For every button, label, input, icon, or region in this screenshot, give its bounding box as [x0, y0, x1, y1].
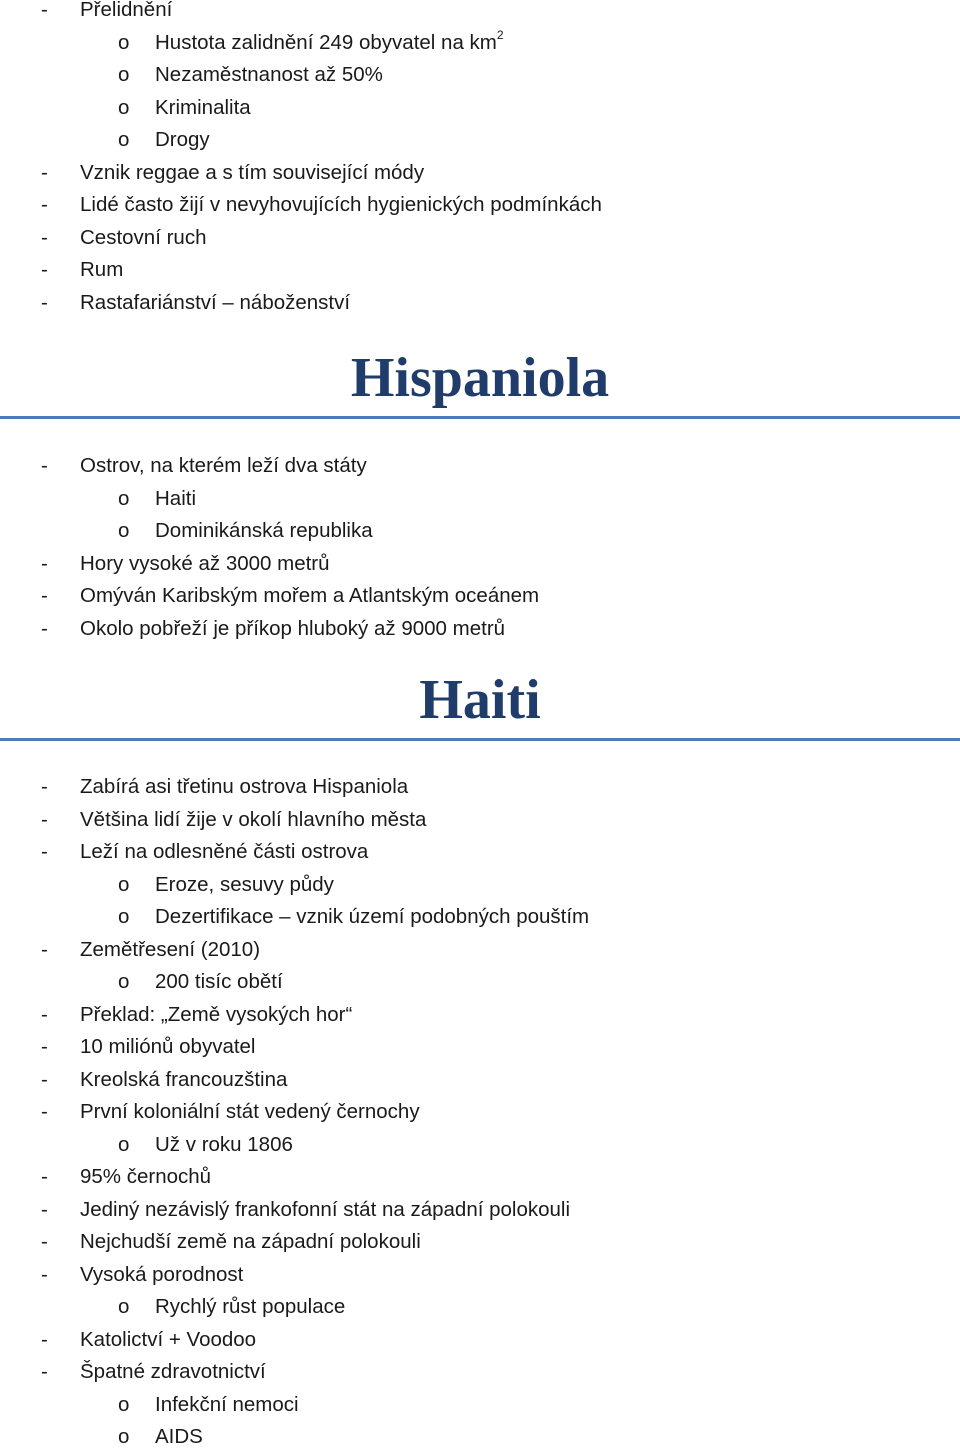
list-item-label: Drogy [155, 128, 210, 151]
dash-bullet-marker: - [41, 1262, 48, 1286]
circle-bullet-marker: o [118, 970, 130, 993]
dash-bullet-marker: - [41, 454, 48, 477]
list-item [0, 1031, 960, 1064]
circle-bullet-marker: o [118, 30, 130, 54]
list-item [0, 804, 960, 837]
heading-rule [0, 416, 960, 419]
section-haiti-list [0, 771, 960, 1454]
list-item [0, 836, 960, 869]
list-item-label: Infekční nemoci [155, 1392, 299, 1416]
sub-list-item [0, 869, 960, 902]
list-item-text [80, 548, 330, 581]
list-item-text [80, 1194, 570, 1227]
dash-bullet-marker: - [41, 775, 48, 798]
bullet-list [0, 771, 960, 1454]
list-item-label: Většina lidí žije v okolí hlavního města [80, 807, 427, 831]
list-item-text [80, 1064, 287, 1097]
dash-bullet-marker: - [41, 840, 48, 863]
list-item-text [80, 771, 408, 804]
sub-list-item [0, 59, 960, 92]
list-item-text [80, 450, 367, 483]
heading-rule [0, 738, 960, 741]
list-item-text [155, 515, 373, 548]
list-item-text [155, 1389, 299, 1422]
dash-bullet-marker: - [41, 1327, 48, 1351]
circle-bullet-marker: o [118, 486, 130, 510]
list-item [0, 1096, 960, 1129]
list-item-label: Omýván Karibským mořem a Atlantským oceánem [80, 584, 540, 607]
dash-bullet-marker: - [41, 1165, 48, 1188]
list-item-text [80, 1259, 243, 1292]
list-item-label: Haiti [155, 486, 197, 510]
dash-bullet-marker: - [41, 1360, 48, 1383]
circle-bullet-marker: o [118, 872, 130, 896]
list-item-label: AIDS [155, 1425, 203, 1448]
dash-bullet-marker: - [41, 1197, 48, 1221]
circle-bullet-marker: o [118, 519, 130, 542]
list-item [0, 613, 960, 646]
list-item-label: Překlad: „Země vysokých hor“ [80, 1002, 353, 1026]
list-item-text [80, 934, 260, 967]
dash-bullet-marker: - [41, 258, 48, 281]
list-item [0, 999, 960, 1032]
list-item-label: Eroze, sesuvy půdy [155, 872, 334, 896]
list-item-label: Cestovní ruch [80, 225, 207, 249]
circle-bullet-marker: o [118, 1392, 130, 1416]
list-item-label: Hory vysoké až 3000 metrů [80, 551, 330, 575]
list-item-label: Už v roku 1806 [155, 1132, 293, 1156]
sub-list-item [0, 124, 960, 157]
list-item-text [80, 613, 505, 646]
list-item [0, 1356, 960, 1389]
list-item-text [80, 580, 539, 613]
list-item-label: Špatné zdravotnictví [80, 1360, 266, 1383]
dash-bullet-marker: - [41, 616, 48, 640]
list-item-label: Rychlý růst populace [155, 1295, 346, 1318]
list-item [0, 548, 960, 581]
sub-list-item [0, 1389, 960, 1422]
list-item-label: Jediný nezávislý frankofonní stát na západní polokouli [80, 1197, 571, 1221]
dash-bullet-marker: - [41, 1230, 48, 1253]
list-item-text [80, 1031, 256, 1064]
list-item [0, 1259, 960, 1292]
list-item-label: Zemětřesení (2010) [80, 937, 261, 961]
dash-bullet-marker: - [41, 937, 48, 961]
list-item-label: Lidé často žijí v nevyhovujících hygienických podmínkách [80, 193, 602, 216]
list-item-text [155, 27, 504, 60]
circle-bullet-marker: o [118, 1425, 130, 1448]
list-item [0, 287, 960, 320]
sub-list-item [0, 901, 960, 934]
list-item-text [80, 1324, 256, 1357]
dash-bullet-marker: - [41, 0, 48, 21]
sub-list-item [0, 483, 960, 516]
list-item-label: Kreolská francouzština [80, 1067, 288, 1091]
sub-list-item [0, 966, 960, 999]
dash-bullet-marker: - [41, 1002, 48, 1026]
list-item [0, 934, 960, 967]
circle-bullet-marker: o [118, 905, 130, 928]
list-item-text [80, 157, 424, 190]
list-item-text [155, 59, 383, 92]
list-item-label: První koloniální stát vedený černochy [80, 1100, 420, 1123]
list-item-label: Rum [80, 258, 124, 281]
bullet-list [0, 0, 960, 319]
list-item-text [80, 1096, 420, 1129]
list-item [0, 0, 960, 27]
list-item [0, 1226, 960, 1259]
dash-bullet-marker: - [41, 584, 48, 607]
list-item [0, 157, 960, 190]
list-item-text [80, 836, 368, 869]
sub-list-item [0, 92, 960, 125]
list-item-label: Rastafariánství – náboženství [80, 290, 351, 314]
sub-list-item [0, 27, 960, 60]
dash-bullet-marker: - [41, 1035, 48, 1058]
dash-bullet-marker: - [41, 193, 48, 216]
list-item-label: Ostrov, na kterém leží dva státy [80, 454, 367, 477]
list-item-label: Dominikánská republika [155, 519, 373, 542]
list-item-label: Nejchudší země na západní polokouli [80, 1230, 421, 1253]
superscript: 2 [496, 27, 504, 42]
list-item-label: 10 miliónů obyvatel [80, 1035, 256, 1058]
dash-bullet-marker: - [41, 225, 48, 249]
list-item-label: 200 tisíc obětí [155, 970, 283, 993]
list-item [0, 1064, 960, 1097]
list-item [0, 771, 960, 804]
list-item-label: Leží na odlesněné části ostrova [80, 840, 369, 863]
list-item-label: Okolo pobřeží je příkop hluboký až 9000 metrů [80, 616, 506, 640]
section-jamaica-list [0, 0, 960, 319]
list-item-text [80, 1356, 266, 1389]
sub-list-item [0, 1421, 960, 1454]
heading-hispaniola: Hispaniola [350, 347, 610, 409]
list-item-label: Kriminalita [155, 95, 251, 119]
list-item-text [155, 901, 589, 934]
list-item-text [155, 124, 210, 157]
list-item-label: Katolictví + Voodoo [80, 1327, 257, 1351]
list-item-text [80, 222, 206, 255]
list-item-text [155, 483, 196, 516]
bullet-list [0, 450, 960, 645]
list-item-text [155, 869, 334, 902]
sub-list-item [0, 1129, 960, 1162]
list-item [0, 1161, 960, 1194]
list-item-label: Hustota zalidnění 249 obyvatel na km [155, 30, 497, 54]
list-item-text [155, 1291, 345, 1324]
list-item [0, 580, 960, 613]
dash-bullet-marker: - [41, 290, 48, 314]
list-item [0, 1324, 960, 1357]
dash-bullet-marker: - [41, 1100, 48, 1123]
list-item-text [80, 804, 426, 837]
list-item-label: Zabírá asi třetinu ostrova Hispaniola [80, 775, 409, 798]
list-item-text [155, 1421, 203, 1454]
list-item-text [80, 189, 602, 222]
circle-bullet-marker: o [118, 1132, 130, 1156]
list-item-label: 95% černochů [80, 1165, 212, 1188]
list-item [0, 450, 960, 483]
list-item-text [80, 999, 352, 1032]
circle-bullet-marker: o [118, 95, 130, 119]
sub-list-item [0, 515, 960, 548]
dash-bullet-marker: - [41, 807, 48, 831]
list-item-text [80, 1226, 421, 1259]
list-item-label: Vznik reggae a s tím související módy [80, 160, 425, 184]
list-item-label: Dezertifikace – vznik území podobných pouštím [155, 905, 590, 928]
list-item [0, 189, 960, 222]
list-item-text [80, 287, 350, 320]
list-item-label: Vysoká porodnost [80, 1262, 244, 1286]
sub-list-item [0, 1291, 960, 1324]
dash-bullet-marker: - [41, 551, 48, 575]
list-item [0, 222, 960, 255]
circle-bullet-marker: o [118, 128, 130, 151]
circle-bullet-marker: o [118, 1295, 130, 1318]
list-item-text [80, 254, 123, 287]
list-item-text [155, 966, 283, 999]
dash-bullet-marker: - [41, 160, 48, 184]
list-item-text [155, 92, 251, 125]
circle-bullet-marker: o [118, 63, 130, 86]
list-item [0, 254, 960, 287]
list-item-label: Nezaměstnanost až 50% [155, 63, 383, 86]
list-item-text [155, 1129, 293, 1162]
heading-haiti: Haiti [419, 669, 541, 731]
list-item-text [80, 1161, 211, 1194]
list-item-text [80, 0, 172, 27]
dash-bullet-marker: - [41, 1067, 48, 1091]
list-item-label: Přelidnění [80, 0, 173, 21]
list-item [0, 1194, 960, 1227]
section-hispaniola-list [0, 450, 960, 645]
